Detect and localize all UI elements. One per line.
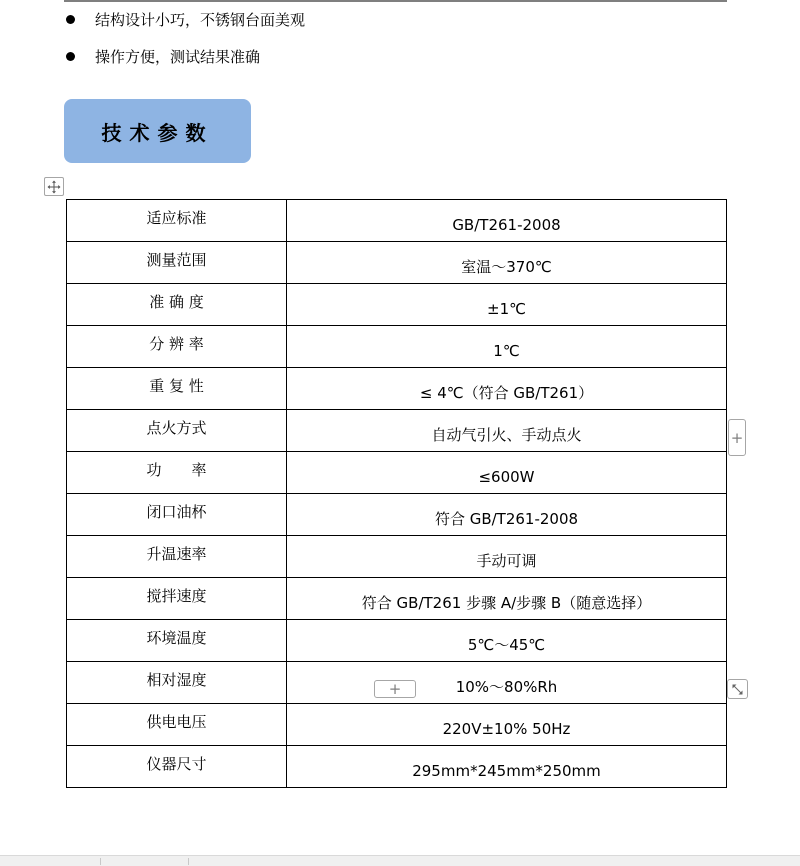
table-row	[67, 746, 727, 788]
resize-icon	[731, 683, 744, 696]
plus-icon: +	[730, 428, 744, 447]
feature-item	[66, 45, 260, 67]
param-cell[interactable]: 仪器尺寸	[67, 746, 287, 788]
value-cell[interactable]: 符合 GB/T261 步骤 A/步骤 B（随意选择）	[287, 578, 727, 620]
table-row	[67, 326, 727, 368]
value-cell[interactable]: 手动可调	[287, 536, 727, 578]
table-row	[67, 452, 727, 494]
value-cell[interactable]: 295mm*245mm*250mm	[287, 746, 727, 788]
add-column-button[interactable]	[728, 419, 746, 456]
value-cell[interactable]: 室温～370℃	[287, 242, 727, 284]
feature-item	[66, 8, 305, 30]
value-cell[interactable]: 5℃～45℃	[287, 620, 727, 662]
feature-text: 结构设计小巧，不锈钢台面美观	[95, 10, 306, 29]
param-cell[interactable]: 适应标准	[67, 200, 287, 242]
value-cell[interactable]: 1℃	[287, 326, 727, 368]
bullet-dot-icon	[66, 15, 75, 24]
param-cell[interactable]: 环境温度	[67, 620, 287, 662]
status-bar	[0, 855, 800, 866]
param-cell[interactable]: 搅拌速度	[67, 578, 287, 620]
value-cell[interactable]: GB/T261-2008	[287, 200, 727, 242]
param-cell[interactable]: 功 率	[67, 452, 287, 494]
table-move-handle[interactable]	[44, 177, 64, 196]
param-cell[interactable]: 闭口油杯	[67, 494, 287, 536]
plus-icon: +	[388, 680, 402, 698]
table-resize-handle[interactable]	[727, 679, 748, 699]
param-cell[interactable]: 重 复 性	[67, 368, 287, 410]
value-cell[interactable]: ≤600W	[287, 452, 727, 494]
spec-table	[66, 199, 727, 788]
value-cell[interactable]: 10%～80%Rh	[287, 662, 727, 704]
value-cell[interactable]: 220V±10% 50Hz	[287, 704, 727, 746]
param-cell[interactable]: 测量范围	[67, 242, 287, 284]
top-rule	[64, 0, 727, 2]
status-divider	[188, 858, 189, 865]
value-cell[interactable]: 自动气引火、手动点火	[287, 410, 727, 452]
param-cell[interactable]: 分 辨 率	[67, 326, 287, 368]
table-row	[67, 284, 727, 326]
param-cell[interactable]: 升温速率	[67, 536, 287, 578]
status-divider	[100, 858, 101, 865]
table-row	[67, 494, 727, 536]
feature-text: 操作方便，测试结果准确	[95, 47, 261, 66]
bullet-dot-icon	[66, 52, 75, 61]
table-row	[67, 704, 727, 746]
param-cell[interactable]: 点火方式	[67, 410, 287, 452]
table-row	[67, 578, 727, 620]
param-cell[interactable]: 准 确 度	[67, 284, 287, 326]
param-cell[interactable]: 相对湿度	[67, 662, 287, 704]
table-row	[67, 200, 727, 242]
add-row-button[interactable]	[374, 680, 416, 698]
table-row	[67, 536, 727, 578]
value-cell[interactable]: 符合 GB/T261-2008	[287, 494, 727, 536]
table-row	[67, 410, 727, 452]
param-cell[interactable]: 供电电压	[67, 704, 287, 746]
section-title: 技术参数	[64, 99, 251, 163]
value-cell[interactable]: ±1℃	[287, 284, 727, 326]
table-row	[67, 242, 727, 284]
table-row	[67, 620, 727, 662]
value-cell[interactable]: ≤ 4℃（符合 GB/T261）	[287, 368, 727, 410]
move-icon	[47, 180, 61, 194]
table-row	[67, 368, 727, 410]
